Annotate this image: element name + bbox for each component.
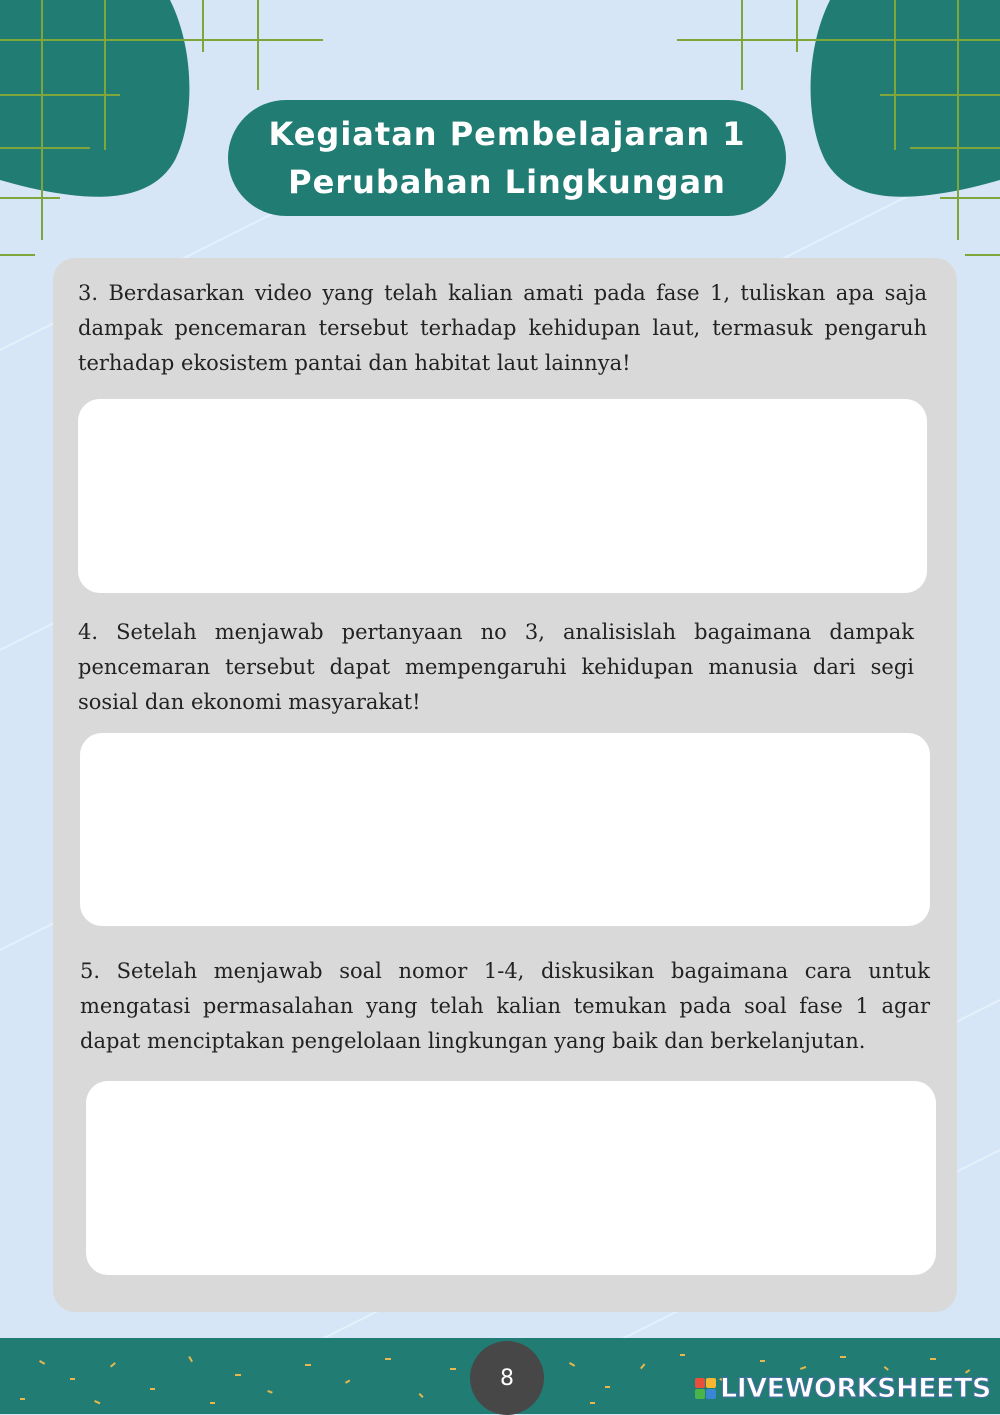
answer-3-input[interactable] — [78, 399, 927, 593]
question-3-text: 3. Berdasarkan video yang telah kalian amati pada fase 1, tuliskan apa saja dampak pencemaran tersebut terhadap kehidupan laut, termasuk pengaruh terhadap ekosistem pantai dan habitat laut lainnya! — [78, 281, 927, 375]
question-4-text: 4. Setelah menjawab pertanyaan no 3, analisislah bagaimana dampak pencemaran tersebut dapat mempengaruhi kehidupan manusia dari segi sosial dan ekonomi masyarakat! — [78, 620, 914, 714]
liveworksheets-logo — [694, 1372, 991, 1404]
answer-5-input[interactable] — [86, 1081, 936, 1275]
page-number: 8 — [470, 1341, 544, 1415]
liveworksheets-icon — [694, 1377, 716, 1399]
title-line-1: Kegiatan Pembelajaran 1 — [268, 115, 746, 153]
question-5-text: 5. Setelah menjawab soal nomor 1-4, diskusikan bagaimana cara untuk mengatasi permasalahan yang telah kalian temukan pada soal fase 1 agar dapat menciptakan pengelolaan lingkungan yang baik dan berkelanjutan. — [80, 959, 930, 1053]
page-title — [228, 100, 786, 216]
liveworksheets-brand: LIVEWORKSHEETS — [720, 1372, 991, 1404]
title-line-2: Perubahan Lingkungan — [288, 163, 726, 201]
answer-4-input[interactable] — [80, 733, 930, 926]
